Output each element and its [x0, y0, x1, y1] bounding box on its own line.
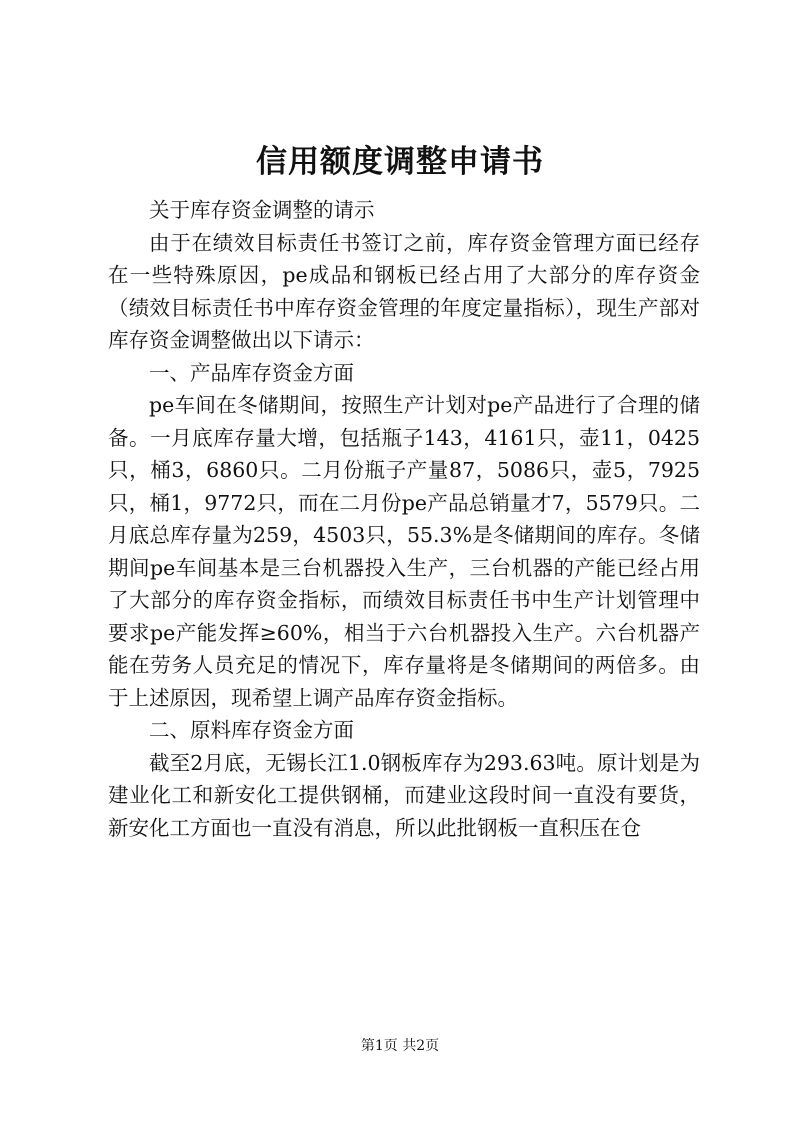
paragraph-product-inventory: pe车间在冬储期间，按照生产计划对pe产品进行了合理的储备。一月底库存量大增，包括瓶子143，4161只，壶11，0425只，桶3，6860只。二月份瓶子产量87，5086只，壶5，7925只，桶1，9772只，而在二月份pe产品总销量才7，5579只。二月底总库存量为259，4503只，55.3%是冬储期间的库存。冬储期间pe车间基本是三台机器投入生产，三台机器的产能已经占用了大部分的库存资金指标，而绩效目标责任书中生产计划管理中要求pe产能发挥≥60%，相当于六台机器投入生产。六台机器产能在劳务人员充足的情况下，库存量将是冬储期间的两倍多。由于上述原因，现希望上调产品库存资金指标。 [108, 393, 700, 710]
section-heading-product: 一、产品库存资金方面 [149, 360, 354, 385]
document-body [108, 194, 700, 844]
page-footer: 第1页 共2页 [360, 1038, 440, 1054]
paragraph-material-inventory: 截至2月底，无锡长江1.0钢板库存为293.63吨。原计划是为建业化工和新安化工提供钢桶，而建业这段时间一直没有要货，新安化工方面也一直没有消息，所以此批钢板一直积压在仓 [108, 750, 700, 840]
section-heading-material: 二、原料库存资金方面 [149, 718, 354, 742]
document-title: 信用额度调整申请书 [256, 144, 544, 180]
paragraph-intro: 由于在绩效目标责任书签订之前，库存资金管理方面已经存在一些特殊原因，pe成品和钢板已经占用了大部分的库存资金（绩效目标责任书中库存资金管理的年度定量指标），现生产部对库存资金调整做出以下请示： [108, 230, 700, 352]
paragraph-subject: 关于库存资金调整的请示 [149, 198, 375, 222]
